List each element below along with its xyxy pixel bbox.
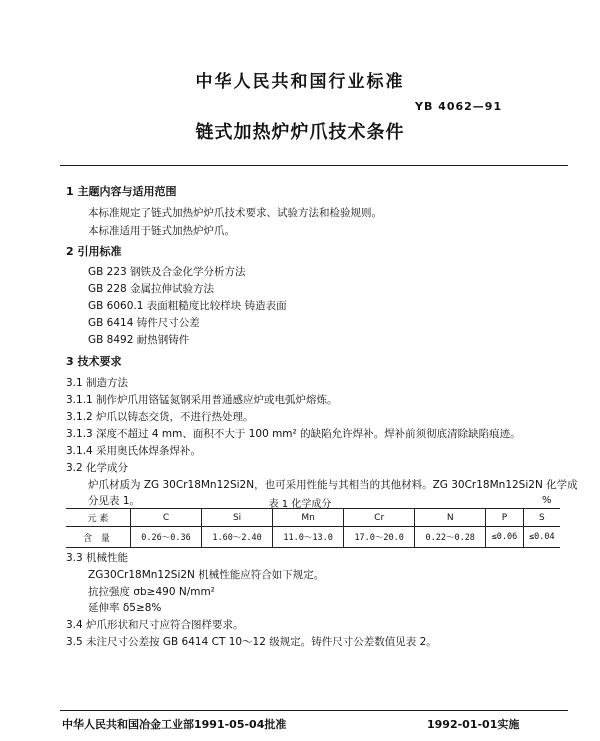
- table-cell: 含 量: [66, 527, 131, 548]
- clause-3-1-4: 3.1.4 采用奥氏体焊条焊补。: [66, 445, 202, 457]
- clause-3-1-2: 3.1.2 炉爪以铸态交货，不进行热处理。: [66, 411, 254, 423]
- table-header-cell: P: [486, 509, 523, 527]
- reference-item: GB 223 钢铁及合金化学分析方法: [88, 266, 246, 278]
- section-1-heading: 1 主题内容与适用范围: [66, 185, 177, 198]
- table-header-row: [66, 509, 560, 527]
- implementation-date: 1992-01-01实施: [427, 718, 520, 731]
- section-1-paragraph: 本标准适用于链式加热炉炉爪。: [88, 225, 235, 237]
- section-3-2-paragraph: 炉爪材质为 ZG 30Cr18Mn12Si2N，也可采用性能与其相当的其他材料。ZG 30Cr18Mn12Si2N 化学成: [88, 479, 578, 491]
- elongation-line: 延伸率 δ5≥8%: [88, 602, 162, 614]
- reference-item: GB 6060.1 表面粗糙度比较样块 铸造表面: [88, 300, 287, 312]
- standard-number: YB 4062—91: [415, 100, 503, 113]
- section-3-heading: 3 技术要求: [66, 355, 122, 368]
- approval-line: 中华人民共和国冶金工业部1991-05-04批准: [62, 718, 287, 731]
- table-header-cell: S: [523, 509, 560, 527]
- clause-3-5: 3.5 未注尺寸公差按 GB 6414 CT 10～12 级规定。铸件尺寸公差数值见表 2。: [66, 636, 437, 648]
- reference-item: GB 8492 耐热钢铸件: [88, 334, 190, 346]
- reference-item: GB 6414 铸件尺寸公差: [88, 317, 200, 329]
- table-header-cell: N: [415, 509, 486, 527]
- table-cell: 17.0～20.0: [344, 527, 415, 548]
- table-cell: 1.60～2.40: [202, 527, 273, 548]
- table-cell: 11.0～13.0: [273, 527, 344, 548]
- table-header-cell: Cr: [344, 509, 415, 527]
- table-1-caption: 表 1 化学成分: [268, 499, 332, 510]
- table-1-unit: %: [542, 495, 552, 506]
- top-rule: [60, 165, 568, 166]
- subsection-3-2-heading: 3.2 化学成分: [66, 462, 129, 474]
- document-title: 链式加热炉炉爪技术条件: [195, 122, 405, 143]
- subsection-3-1-heading: 3.1 制造方法: [66, 377, 129, 389]
- table-header-cell: 元 素: [66, 509, 131, 527]
- table-header-cell: C: [131, 509, 202, 527]
- section-3-2-paragraph: 分见表 1。: [88, 495, 141, 507]
- tensile-strength-line: 抗拉强度 σb≥490 N/mm²: [88, 586, 215, 598]
- bottom-rule: [60, 710, 568, 711]
- clause-3-1-3: 3.1.3 深度不超过 4 mm、面积不大于 100 mm² 的缺陷允许焊补。焊补前须彻底清除缺陷痕迹。: [66, 428, 521, 440]
- chemical-composition-table: [66, 508, 560, 548]
- clause-3-4: 3.4 炉爪形状和尺寸应符合图样要求。: [66, 619, 244, 631]
- reference-item: GB 228 金属拉伸试验方法: [88, 283, 215, 295]
- table-cell: 0.26～0.36: [131, 527, 202, 548]
- table-header-cell: Mn: [273, 509, 344, 527]
- section-1-paragraph: 本标准规定了链式加热炉炉爪技术要求、试验方法和检验规则。: [88, 207, 382, 219]
- table-cell: ≤0.06: [486, 527, 523, 548]
- table-cell: ≤0.04: [523, 527, 560, 548]
- section-3-3-paragraph: ZG30Cr18Mn12Si2N 机械性能应符合如下规定。: [88, 569, 325, 581]
- section-2-heading: 2 引用标准: [66, 245, 122, 258]
- subsection-3-3-heading: 3.3 机械性能: [66, 552, 129, 564]
- table-cell: 0.22～0.28: [415, 527, 486, 548]
- table-header-cell: Si: [202, 509, 273, 527]
- org-title: 中华人民共和国行业标准: [195, 72, 405, 92]
- table-row: [66, 527, 560, 548]
- clause-3-1-1: 3.1.1 制作炉爪用铬锰氮钢采用普通感应炉或电弧炉熔炼。: [66, 394, 338, 406]
